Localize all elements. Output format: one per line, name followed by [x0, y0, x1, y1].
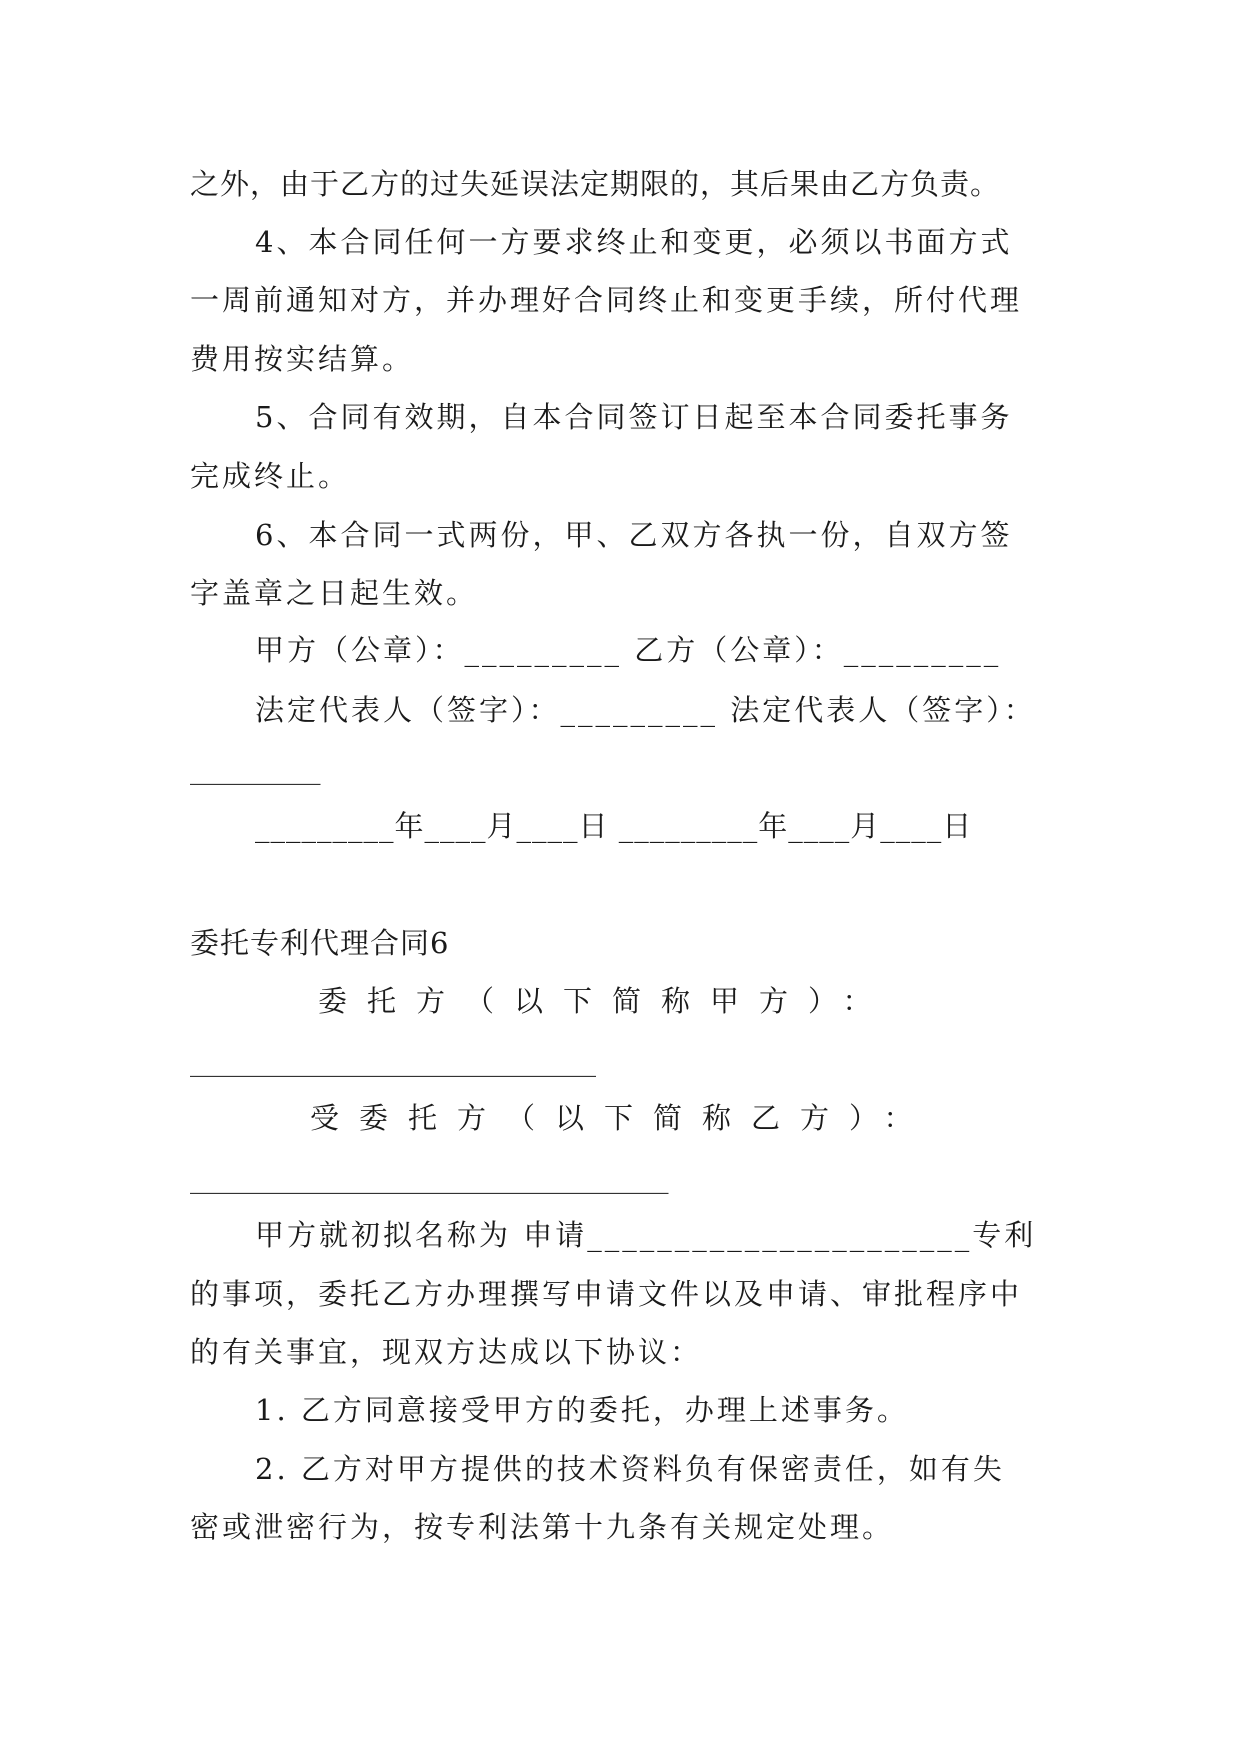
party-b-label: 受委托方（以下简称乙方）： — [310, 1101, 933, 1135]
clause-1-line: 1. 乙方同意接受甲方的委托，办理上述事务。 — [255, 1393, 909, 1427]
paragraph-line: 费用按实结算。 — [190, 342, 415, 376]
party-b-blank: _________________________________ — [190, 1160, 669, 1194]
paragraph-line: 甲方就初拟名称为 申请______________________专利 — [255, 1218, 1037, 1252]
signature-line: 法定代表人（签字）：_________ 法定代表人（签字）： — [255, 693, 1036, 727]
date-line: _________年____月____日 _________年____月____日 — [255, 809, 973, 843]
seal-line: 甲方（公章）：_________ 乙方（公章）：_________ — [255, 633, 1002, 667]
clause-6-line: 6、本合同一式两份，甲、乙双方各执一份，自双方签 — [255, 518, 1013, 552]
paragraph-line: 完成终止。 — [190, 459, 351, 493]
clause-5-line: 5、合同有效期，自本合同签订日起至本合同委托事务 — [255, 400, 1013, 434]
paragraph-line: 的有关事宜，现双方达成以下协议： — [190, 1335, 703, 1369]
party-a-label: 委托方（以下简称甲方）： — [318, 984, 892, 1018]
clause-2-line: 2. 乙方对甲方提供的技术资料负有保密责任，如有失 — [255, 1452, 1005, 1486]
party-a-blank: ____________________________ — [190, 1043, 596, 1077]
paragraph-line: 密或泄密行为，按专利法第十九条有关规定处理。 — [190, 1510, 895, 1544]
paragraph-line: 之外，由于乙方的过失延误法定期限的，其后果由乙方负责。 — [190, 167, 1001, 201]
paragraph-line: 一周前通知对方，并办理好合同终止和变更手续，所付代理 — [190, 283, 1023, 317]
paragraph-line: 字盖章之日起生效。 — [190, 576, 479, 610]
clause-4-line: 4、本合同任何一方要求终止和变更，必须以书面方式 — [255, 225, 1013, 259]
signature-blank: _________ — [190, 751, 321, 785]
section-title: 委托专利代理合同6 — [190, 926, 450, 960]
paragraph-line: 的事项，委托乙方办理撰写申请文件以及申请、审批程序中 — [190, 1277, 1023, 1311]
